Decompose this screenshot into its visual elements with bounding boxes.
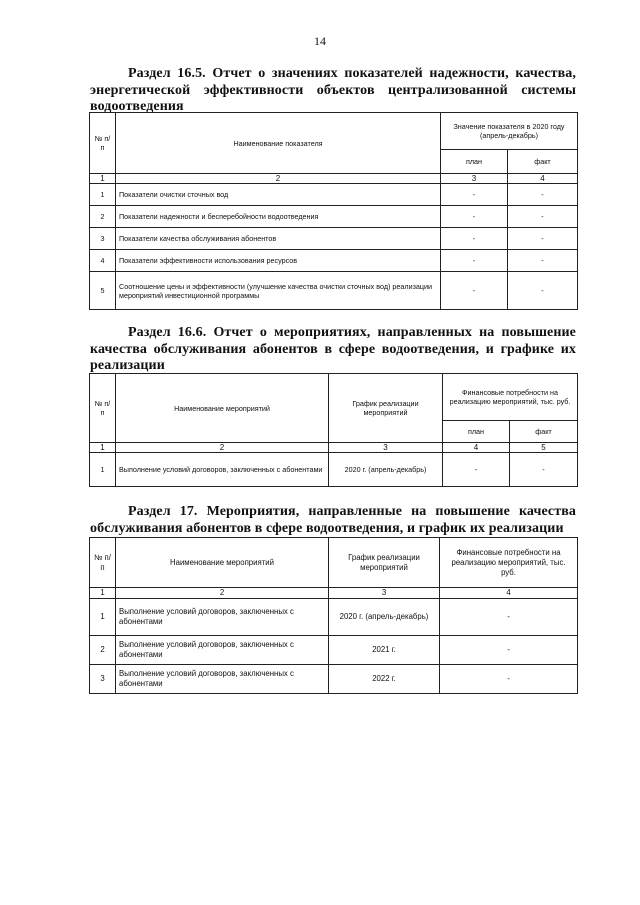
- col-number: 4: [440, 588, 578, 599]
- row-schedule: 2021 г.: [329, 636, 440, 665]
- row-plan: -: [441, 250, 508, 272]
- row-name: Выполнение условий договоров, заключенных с абонентами: [116, 665, 329, 694]
- header-num: № п/п: [90, 113, 116, 174]
- row-num: 2: [90, 206, 116, 228]
- col-number: 4: [508, 174, 578, 184]
- row-schedule: 2022 г.: [329, 665, 440, 694]
- section-17-heading-text: Раздел 17. Мероприятия, направленные на повышение качества обслуживания абонентов в сфере водоотведения, и график их реализации: [90, 504, 576, 536]
- row-plan: -: [441, 228, 508, 250]
- section-17-heading: [90, 504, 576, 537]
- row-fact: -: [508, 228, 578, 250]
- col-number: 3: [329, 443, 443, 453]
- row-name: Соотношение цены и эффективности (улучшение качества очистки сточных вод) реализации мероприятий инвестиционной программы: [116, 272, 441, 310]
- row-num: 2: [90, 636, 116, 665]
- row-plan: -: [441, 184, 508, 206]
- row-num: 5: [90, 272, 116, 310]
- row-finance: -: [440, 636, 578, 665]
- header-num: № п/п: [90, 538, 116, 588]
- row-num: 3: [90, 228, 116, 250]
- header-schedule: График реализации мероприятий: [329, 374, 443, 443]
- row-num: 3: [90, 665, 116, 694]
- col-number: 2: [116, 443, 329, 453]
- page-number: 14: [314, 34, 326, 48]
- table-row: [90, 228, 578, 250]
- row-schedule: 2020 г. (апрель-декабрь): [329, 453, 443, 487]
- header-finance: Финансовые потребности на реализацию мероприятий, тыс. руб.: [440, 538, 578, 588]
- row-num: 1: [90, 453, 116, 487]
- row-num: 1: [90, 599, 116, 636]
- row-fact: -: [508, 250, 578, 272]
- header-value: Значение показателя в 2020 году (апрель-декабрь): [441, 113, 578, 150]
- header-measure-name: Наименование мероприятий: [116, 538, 329, 588]
- row-plan: -: [441, 272, 508, 310]
- table-row: [90, 184, 578, 206]
- table-row: [90, 250, 578, 272]
- row-name: Выполнение условий договоров, заключенных с абонентами: [116, 636, 329, 665]
- header-plan: план: [441, 150, 508, 174]
- header-plan: план: [443, 421, 510, 443]
- row-finance: -: [440, 665, 578, 694]
- row-name: Показатели очистки сточных вод: [116, 184, 441, 206]
- col-number: 4: [443, 443, 510, 453]
- header-num: № п/п: [90, 374, 116, 443]
- section-16-6-heading-text: Раздел 16.6. Отчет о мероприятиях, направленных на повышение качества обслуживания абонентов в сфере водоотведения, и графике их реализации: [90, 325, 576, 373]
- row-plan: -: [441, 206, 508, 228]
- col-number: 2: [116, 588, 329, 599]
- header-indicator-name: Наименование показателя: [116, 113, 441, 174]
- col-number: 1: [90, 588, 116, 599]
- row-name: Показатели качества обслуживания абонентов: [116, 228, 441, 250]
- row-finance: -: [440, 599, 578, 636]
- table-row: [90, 599, 578, 636]
- section-16-6-table: [89, 373, 578, 487]
- row-num: 1: [90, 184, 116, 206]
- section-16-5-table: [89, 112, 578, 310]
- col-number: 5: [510, 443, 578, 453]
- header-fact: факт: [508, 150, 578, 174]
- row-fact: -: [508, 206, 578, 228]
- row-fact: -: [510, 453, 578, 487]
- row-schedule: 2020 г. (апрель-декабрь): [329, 599, 440, 636]
- header-fact: факт: [510, 421, 578, 443]
- row-num: 4: [90, 250, 116, 272]
- row-name: Показатели надежности и бесперебойности водоотведения: [116, 206, 441, 228]
- col-number: 2: [116, 174, 441, 184]
- table-row: [90, 453, 578, 487]
- row-name: Выполнение условий договоров, заключенных с абонентами: [116, 599, 329, 636]
- col-number: 1: [90, 174, 116, 184]
- header-schedule: График реализации мероприятий: [329, 538, 440, 588]
- section-17-table: [89, 537, 578, 694]
- table-row: [90, 636, 578, 665]
- section-16-5-heading: [90, 66, 576, 116]
- row-fact: -: [508, 272, 578, 310]
- row-name: Выполнение условий договоров, заключенных с абонентами: [116, 453, 329, 487]
- row-name: Показатели эффективности использования ресурсов: [116, 250, 441, 272]
- table-row: [90, 272, 578, 310]
- header-finance: Финансовые потребности на реализацию мероприятий, тыс. руб.: [443, 374, 578, 421]
- table-row: [90, 206, 578, 228]
- section-16-5-heading-text: Раздел 16.5. Отчет о значениях показателей надежности, качества, энергетической эффективности объектов централизованной системы водоотведения: [90, 66, 576, 114]
- section-16-6-heading: [90, 325, 576, 375]
- col-number: 3: [329, 588, 440, 599]
- table-row: [90, 665, 578, 694]
- row-fact: -: [508, 184, 578, 206]
- col-number: 1: [90, 443, 116, 453]
- header-measure-name: Наименование мероприятий: [116, 374, 329, 443]
- col-number: 3: [441, 174, 508, 184]
- row-plan: -: [443, 453, 510, 487]
